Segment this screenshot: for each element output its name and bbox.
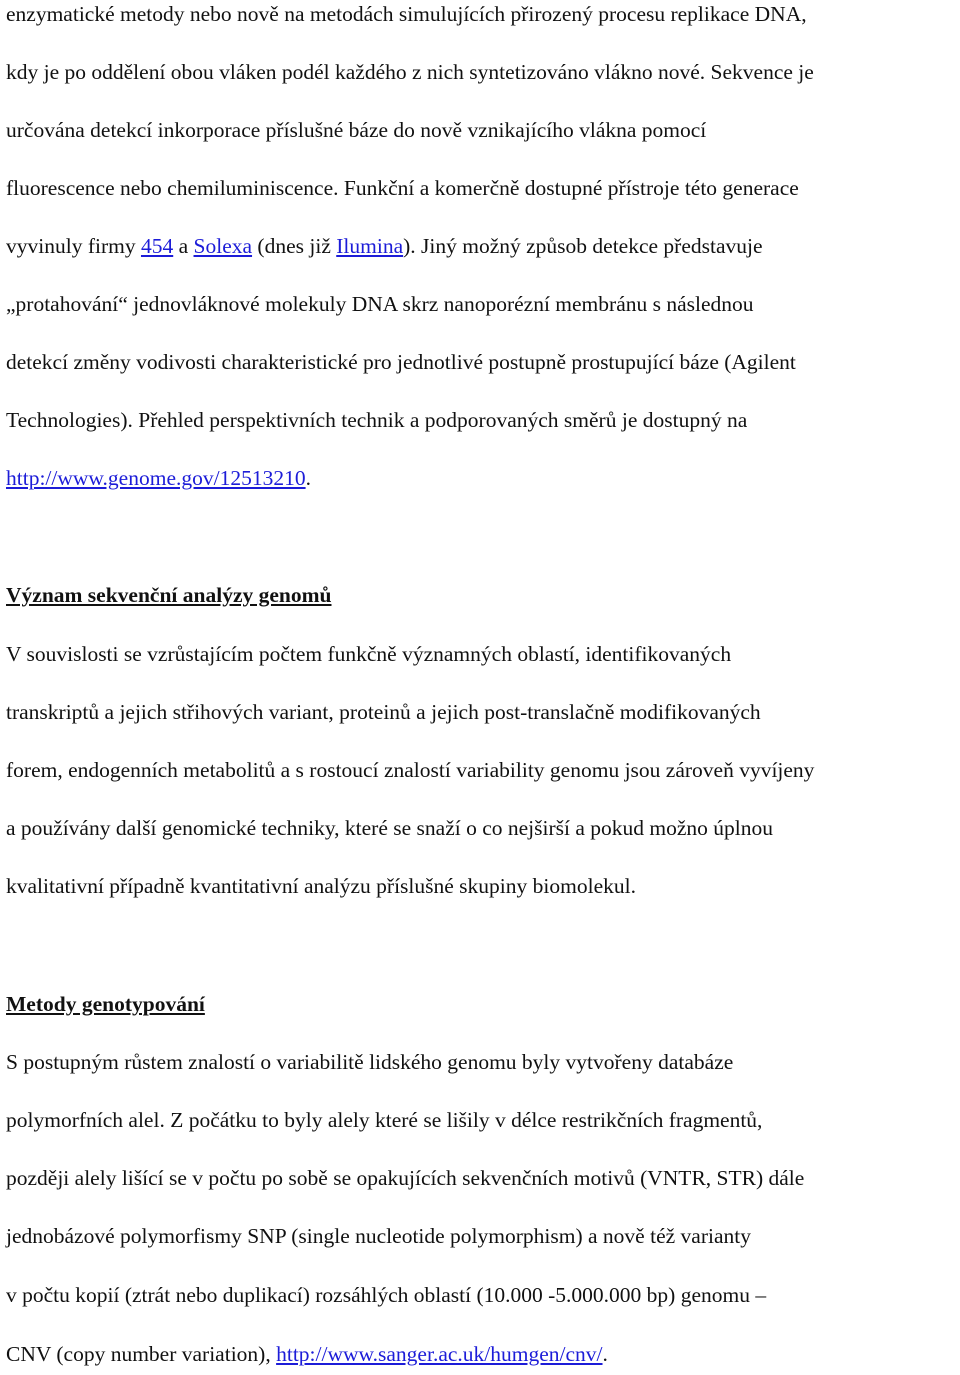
paragraph-line: kvalitativní případně kvantitativní analýzu příslušné skupiny biomolekul. bbox=[6, 874, 636, 898]
paragraph-line: kdy je po oddělení obou vláken podél každého z nich syntetizováno vlákno nové. Sekvence je bbox=[6, 60, 814, 84]
paragraph-line: S postupným růstem znalostí o variabilitě lidského genomu byly vytvořeny databáze bbox=[6, 1050, 734, 1074]
text-segment: . bbox=[602, 1342, 608, 1366]
link-ilumina[interactable]: Ilumina bbox=[336, 234, 404, 258]
text-segment: ). Jiný možný způsob detekce představuje bbox=[403, 234, 763, 258]
section-heading: Metody genotypování bbox=[6, 992, 205, 1016]
paragraph-line: v počtu kopií (ztrát nebo duplikací) rozsáhlých oblastí (10.000 -5.000.000 bp) genomu – bbox=[6, 1283, 767, 1307]
text-segment: . bbox=[305, 466, 311, 490]
paragraph-line: detekcí změny vodivosti charakteristické pro jednotlivé postupně prostupující báze (Agilent bbox=[6, 350, 796, 374]
paragraph-line bbox=[6, 1340, 608, 1368]
text-segment: vyvinuly firmy bbox=[6, 234, 141, 258]
paragraph-line: jednobázové polymorfismy SNP (single nucleotide polymorphism) a nově též varianty bbox=[6, 1224, 751, 1248]
paragraph-line bbox=[6, 232, 763, 260]
text-segment: a bbox=[173, 234, 194, 258]
paragraph-line: Technologies). Přehled perspektivních technik a podporovaných směrů je dostupný na bbox=[6, 408, 748, 432]
section-heading: Význam sekvenční analýzy genomů bbox=[6, 583, 332, 607]
paragraph-line: transkriptů a jejich střihových variant, proteinů a jejich post-translačně modifikovaných bbox=[6, 700, 761, 724]
text-segment: CNV (copy number variation), bbox=[6, 1342, 277, 1366]
paragraph-line: „protahování“ jednovláknové molekuly DNA skrz nanoporézní membránu s následnou bbox=[6, 292, 754, 316]
paragraph-line: V souvislosti se vzrůstajícím počtem funkčně významných oblastí, identifikovaných bbox=[6, 642, 732, 666]
paragraph-line: enzymatické metody nebo nově na metodách simulujících přirozený procesu replikace DNA, bbox=[6, 2, 807, 26]
link-solexa[interactable]: Solexa bbox=[193, 234, 253, 258]
link-454[interactable]: 454 bbox=[140, 234, 174, 258]
text-segment: (dnes již bbox=[252, 234, 337, 258]
paragraph-line: později alely lišící se v počtu po sobě se opakujících sekvenčních motivů (VNTR, STR) dále bbox=[6, 1166, 805, 1190]
paragraph-line: polymorfních alel. Z počátku to byly alely které se lišily v délce restrikčních fragmentů, bbox=[6, 1108, 763, 1132]
paragraph-line: určována detekcí inkorporace příslušné báze do nově vznikajícího vlákna pomocí bbox=[6, 118, 707, 142]
paragraph-line: forem, endogenních metabolitů a s rostoucí znalostí variability genomu jsou zároveň vyvíjeny bbox=[6, 758, 815, 782]
paragraph-line: a používány další genomické techniky, které se snaží o co nejširší a pokud možno úplnou bbox=[6, 816, 774, 840]
link-genome-gov[interactable]: http://www.genome.gov/12513210 bbox=[6, 466, 306, 490]
paragraph-line bbox=[6, 464, 311, 492]
link-sanger-cnv[interactable]: http://www.sanger.ac.uk/humgen/cnv/ bbox=[276, 1342, 603, 1366]
paragraph-line: fluorescence nebo chemiluminiscence. Funkční a komerčně dostupné přístroje této generace bbox=[6, 176, 799, 200]
